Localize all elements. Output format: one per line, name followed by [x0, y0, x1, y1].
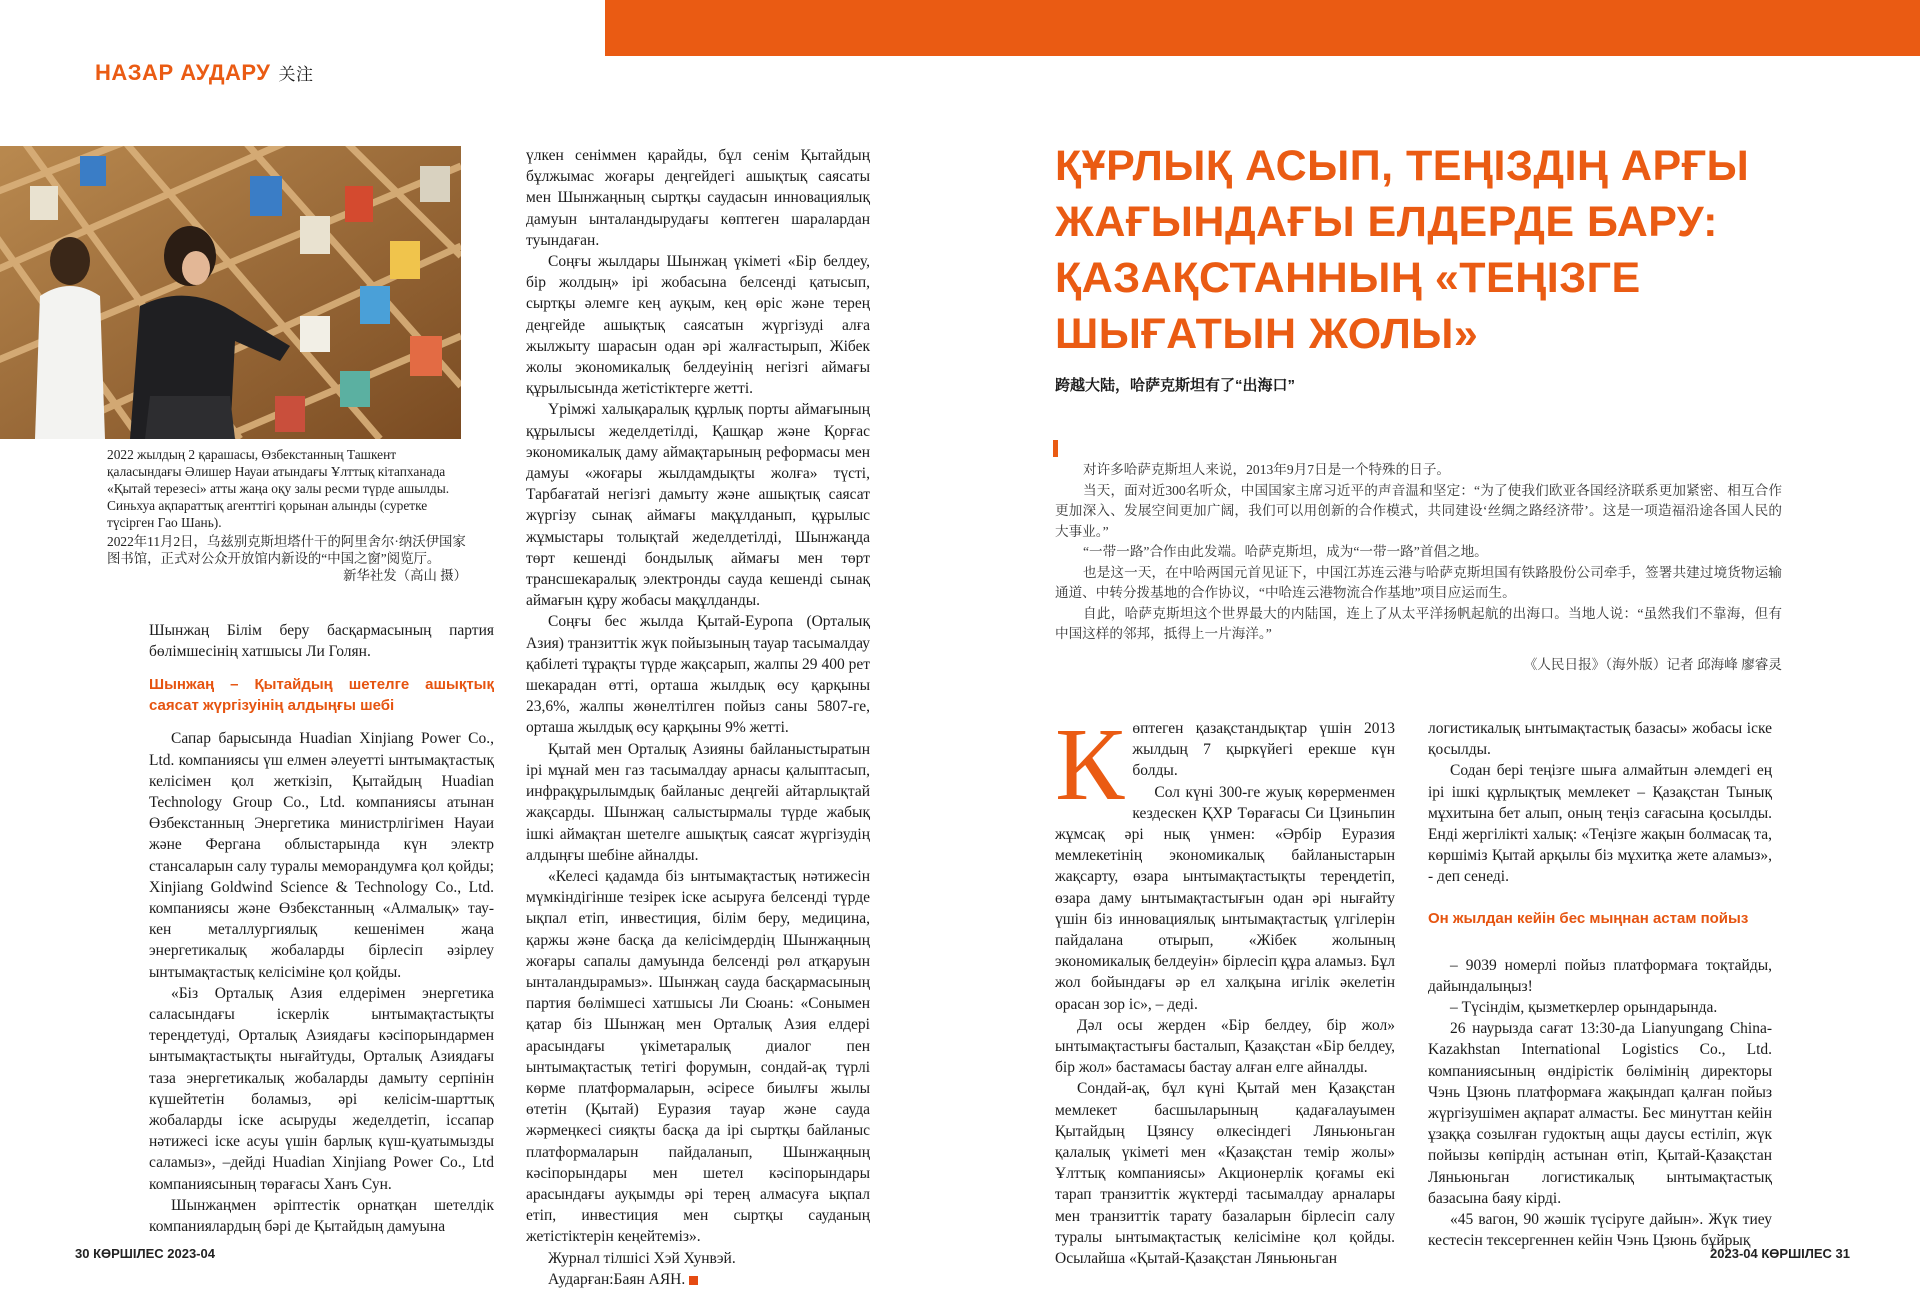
end-mark-icon [689, 1276, 698, 1285]
paragraph: Қытай мен Орталық Азияны байланыстыратын ірі мұнай мен газ тасымалдау арнасы қалыптасып, инфрақұрылымдық байланыс деңгейі айтарлықтай жақсарды. Шынжаң салыстырмалы түрде жабық ішкі аймақтан шетелге ашықтық саясат жүргізудің алдыңғы шебіне айналды. [526, 740, 870, 864]
translator-name: Аударған:Баян АЯН. [548, 1270, 686, 1288]
right-page-column-2 [1428, 718, 1772, 1251]
paragraph: логистикалық ынтымақтастық базасы» жобасы іске қосылды. [1428, 720, 1772, 759]
section-title-zh: 关注 [278, 65, 314, 84]
intro-accent-mark [1053, 440, 1058, 457]
paragraph: Соңғы бес жылда Қытай-Еуропа (Орталық Азия) транзиттік жүк пойызының тауар тасымалдау қабілеті тұрақты түрде жақсарып, жалпы 29 400 рет шекарадан өтті, орташа жылдық өсу қарқыны 23,6%, жалпы жөнелтілген пойыз саны 5807-ге, орташа жылдық өсу қарқыны 9% жетті. [526, 613, 870, 737]
intro-paragraph: 对许多哈萨克斯坦人来说，2013年9月7日是一个特殊的日子。 [1083, 462, 1451, 477]
library-photo [0, 146, 461, 439]
photo-caption-kz: 2022 жылдың 2 қарашасы, Өзбекстанның Ташкент қаласындағы Әлишер Науаи атындағы Ұлттық кітапханада «Қытай терезесі» атты жаңа оқу залы ресми түрде ашылды. Синьхуа ақпараттық агенттігі қорынан алынды (суретке түсірген Гао Шань). [107, 447, 450, 530]
drop-cap: К [1055, 707, 1125, 822]
paragraph: «Келесі қадамда біз ынтымақтастық нәтижесін мүмкіндігінше тезірек іске асыруға белсенді түрде ықпал етіп, инвестиция, білім беру, медицина, қаржы және басқа да келісімдердің Шынжаңның жоғары сапалы дамуында белсенді рөл атқаруын ынталандырамыз». Шынжаң сауда басқармасының партия бөлімшесі хатшысы Ли Сюань: «Сонымен қатар біз Шынжаң мен Орталық Азия елдері арасындағы үкіметаралық диалог пен ынтымақтастық тетігі форумын, сондай-ақ түрлі көрме платформаларын, әсіресе биылғы жылы өтетін (Қытай) Еуразия тауар және сауда жәрмеңкесі сияқты басқа да ірі сыртқы байланыс платформаларын пайдаланып, Шынжаңның кәсіпорындары мен шетел кәсіпорындары арасындағы ауқымды әрі терең алмасуға ықпал етіп, инвестиция мен сыртқы сауданың жетістіктерін кеңейтеміз». [526, 867, 870, 1246]
paragraph: Дәл осы жерден «Бір белдеу, бір жол» ынтымақтастығы басталып, Қазақстан «Бір белдеу, бір жол» бастамасы бастау алған елге айналды. [1055, 1016, 1395, 1077]
section-header [95, 60, 313, 86]
section-title-kz: НАЗАР АУДАРУ [95, 60, 271, 85]
paragraph: «Біз Орталық Азия елдерімен энергетика саласындағы іскерлік ынтымақтастықты тереңдетуді, Орталық Азиядағы кәсіпорындармен ынтымақтастықты нығайтуды, Орталық Азиядағы таза энергетикалық жобаларды дамыту серпінін күшейтетін боламыз, әрі келісім-шарттық жобаларды іске асыруды жеделдетіп, іссапар нәтижесі іске асуы үшін барлық күш-қуатымызды саламыз», –дейді Huadian Xinjiang Power Co., Ltd компаниясының төрағасы Ханъ Сун. [149, 984, 494, 1193]
intro-credit: 《人民日报》（海外版）记者 邱海峰 廖睿灵 [1523, 656, 1782, 672]
article-title: ҚҰРЛЫҚ АСЫП, ТЕҢІЗДІҢ АРҒЫ ЖАҒЫНДАҒЫ ЕЛДЕРДЕ БАРУ: ҚАЗАҚСТАННЫҢ «ТЕҢІЗГЕ ШЫҒАТЫН ЖОЛЫ» [1055, 142, 1750, 358]
paragraph: Сондай-ақ, бұл күні Қытай мен Қазақстан мемлекет басшыларының қадағалауымен Қытайдың Цзянсу өлкесіндегі Ляньюньган қалалық үкіметі мен «Қазақстан темір жолы» Ұлттық компаниясы» Акционерлік қоғамы екі тарап транзиттік жүктерді тасымалдау арналары мен транзиттік тарату базаларын бірлесіп салу туралы ынтымақтастық келісіміне қол қойды. Осылайша «Қытай-Қазақстан Ляньюньган [1055, 1080, 1395, 1268]
paragraph: Содан бері теңізге шыға алмайтын әлемдегі ең ірі ішкі құрлықтық мемлекет – Қазақстан Тынық мұхитына бет алып, оның теңіз сағасына қосылды. Енді жергілікті халық: «Теңізге жақын болмасақ та, көршіміз Қытай арқылы біз мұхитқа жете аламыз», - деп сенеді. [1428, 762, 1772, 886]
paragraph: «45 вагон, 90 жәшік түсіруге дайын». Жүк тиеу кестесін тексергеннен кейін Чэнь Цзюнь бұйрық [1428, 1211, 1772, 1250]
paragraph: Соңғы жылдары Шынжаң үкіметі «Бір белдеу, бір жолдың» ірі жобасына белсенді қатысып, сыртқы әлемге кең ауқым, кең өріс және терең деңгейде ашықтық саясатын жүргізуді алға жылжыту шарасын одан әрі жалғастырып, Жібек жолы экономикалық белдеуінің негізгі аймағы құрылысында жетістіктерге жетті. [526, 253, 870, 398]
section-subheading: Шынжаң – Қытайдың шетелге ашықтық саясат жүргізуінің алдыңғы шебі [149, 676, 494, 715]
paragraph: 26 наурызда сағат 13:30-да Lianyungang China-Kazakhstan International Logistics Co., Ltd. компаниясының өндірістік бөлімінің директоры Чэнь Цзюнь платформаға жақындап қалған пойыз жүргізушімен ақпарат алмасты. Бес минуттан кейін ұзаққа созылған гудоктың ащы даусы естіліп, жүк пойызы көпірдің астынан өтіп, Қытай-Қазақстан Ляньюньган логистикалық ынтымақтастық базасына баяу кірді. [1428, 1020, 1772, 1207]
dialogue-line: – Түсіндім, қызметкерлер орындарында. [1450, 999, 1718, 1017]
intro-paragraph: “一带一路”合作由此发端。哈萨克斯坦，成为“一带一路”首倡之地。 [1083, 544, 1488, 559]
lead-text: өптеген қазақстандықтар үшін 2013 жылдың 7 қыркүйегі ерекше күн болды. [1132, 720, 1395, 780]
left-page-column-1 [149, 620, 494, 1237]
paragraph: Шынжаңмен әріптестік орнатқан шетелдік компаниялардың бәрі де Қытайдың дамуына [149, 1196, 494, 1236]
footer-right: 2023-04 КӨРШІЛЕС 31 [1710, 1246, 1850, 1261]
paragraph: үлкен сеніммен қарайды, бұл сенім Қытайдың бұлжымас жоғары деңгейдегі ашықтық саясаты мен Шынжаңның сыртқы саудасын инновациялық дамуын ынталандырудағы көптеген шаралардан туындаған. [526, 147, 870, 249]
left-page-column-2 [526, 145, 870, 1290]
paragraph: Үрімжі халықаралық құрлық порты аймағының құрылысы жеделдетілді, Қашқар және Қорғас экономикалық даму аймақтарының реформасы мен дамуы «жоғары жылдамдықты жолға» түсті, Тарбағатай негізгі дамыту және ашықтық саясат жүргізу сынақ аймағы мақұлданып, құрылыс жұмыстары толықтай жеделдетілді, Шынжаңда төрт кешенді бондылық аймағы мен төрт трансшекаралық электронды сауда кешенді сынақ аймағын құру жобасы мақұлданды. [526, 401, 870, 610]
photo-credit: 新华社发（高山 摄） [343, 568, 467, 583]
footer-left: 30 КӨРШІЛЕС 2023-04 [75, 1246, 215, 1261]
chinese-intro [1055, 460, 1782, 675]
paragraph: Шынжаң Білім беру басқармасының партия бөлімшесінің хатшысы Ли Голян. [149, 622, 494, 661]
intro-paragraph: 当天，面对近300名听众，中国国家主席习近平的声音温和坚定：“为了使我们欧亚各国经济联系更加紧密、相互合作更加深入、发展空间更加广阔，我们可以用创新的合作模式，共同建设‘丝绸之路经济带’。这是一项造福沿途各国人民的大事业。” [1055, 482, 1782, 539]
intro-paragraph: 也是这一天，在中哈两国元首见证下，中国江苏连云港与哈萨克斯坦国有铁路股份公司牵手，签署共建过境货物运输通道、中转分拨基地的合作协议，“中哈连云港物流合作基地”项目应运而生。 [1055, 564, 1782, 600]
paragraph: Сапар барысында Huadian Xinjiang Power Co., Ltd. компаниясы үш елмен әлеуетті ынтымақтастық келісімен қол жеткізіп, Қытайдың Huadian Technology Group Co., Ltd. компаниясы атынан Өзбекстанның Энергетика министрлігімен Науаи және Фергана облыстарында күн электр стансаларын салу туралы меморандумға қол қойды; Xinjiang Goldwind Science & Technology Co., Ltd. компаниясы және Өзбекстанның «Алмалық» тау-кен металлургиялық кешенімен жаңа энергетикалық жобаларды бірлесіп әзірлеу ынтымақтастық келісіміне қол қойды. [149, 730, 494, 981]
section-subheading: Он жылдан кейін бес мыңнан астам пойыз [1428, 909, 1749, 927]
photo-caption [107, 446, 467, 584]
translator-line [526, 1269, 870, 1290]
right-page-column-1 [1055, 707, 1395, 1269]
library-photo-illustration [0, 146, 461, 439]
author-line: Журнал тілшісі Хэй Хунвэй. [548, 1249, 736, 1267]
top-accent-bar [605, 0, 1920, 56]
article-subtitle-zh: 跨越大陆，哈萨克斯坦有了“出海口” [1055, 377, 1296, 394]
photo-caption-zh: 2022年11月2日，乌兹别克斯坦塔什干的阿里舍尔·纳沃伊国家图书馆，正式对公众开放馆内新设的“中国之窗”阅览厅。 [107, 534, 466, 566]
intro-paragraph: 自此，哈萨克斯坦这个世界最大的内陆国，连上了从太平洋扬帆起航的出海口。当地人说：“虽然我们不靠海，但有中国这样的邻邦，抵得上一片海洋。” [1055, 605, 1782, 641]
paragraph: Сол күні 300-ге жуық көрерменмен кездескен ҚХР Төрағасы Си Цзиньпин жұмсақ әрі нық үнмен: «Әрбір Еуразия мемлекетінің экономикалық байланыстарын жақсарту, өзара ынтымақтастықты тереңдетіп, өзара даму ынтымақтастығын одан әрі нығайту үшін біз инновациялық ынтымақтастық үлгілерін пайдалана отырып, «Жібек жолының экономикалық белдеуін» бірлесіп құра аламыз. Бұл жол бойындағы әр ел халқына игілік әкелетін орасан зор іс», – деді. [1055, 783, 1395, 1013]
lead-paragraph [1055, 707, 1395, 822]
dialogue-line: – 9039 номерлі пойыз платформаға тоқтайды, дайындалыңыз! [1428, 956, 1772, 995]
